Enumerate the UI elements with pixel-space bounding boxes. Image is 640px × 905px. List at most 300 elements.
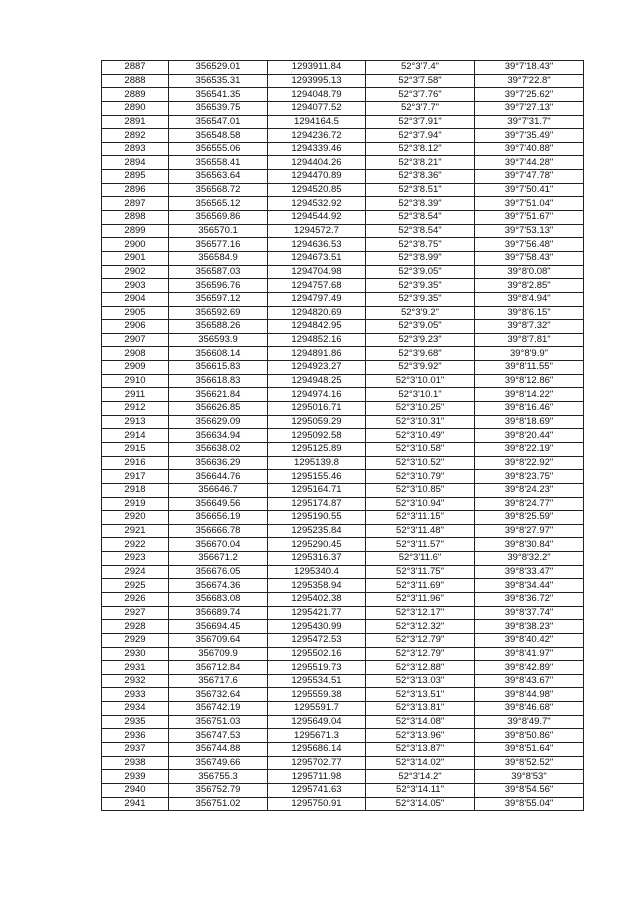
latitude-cell: 52°3'8.36" — [366, 170, 475, 184]
y-coordinate-cell: 1295534.51 — [268, 674, 366, 688]
point-number-cell: 2937 — [102, 743, 169, 757]
point-number-cell: 2889 — [102, 88, 169, 102]
point-number-cell: 2899 — [102, 224, 169, 238]
table-row — [102, 729, 584, 743]
latitude-cell: 52°3'11.96" — [366, 592, 475, 606]
longitude-cell: 39°8'2.85" — [475, 279, 584, 293]
y-coordinate-cell: 1294520.85 — [268, 183, 366, 197]
latitude-cell: 52°3'13.51" — [366, 688, 475, 702]
point-number-cell: 2890 — [102, 101, 169, 115]
y-coordinate-cell: 1295059.29 — [268, 415, 366, 429]
x-coordinate-cell: 356626.85 — [169, 402, 268, 416]
point-number-cell: 2913 — [102, 415, 169, 429]
point-number-cell: 2897 — [102, 197, 169, 211]
table-row — [102, 183, 584, 197]
y-coordinate-cell: 1294797.49 — [268, 292, 366, 306]
latitude-cell: 52°3'14.08" — [366, 715, 475, 729]
x-coordinate-cell: 356634.94 — [169, 429, 268, 443]
table-row — [102, 101, 584, 115]
table-row — [102, 579, 584, 593]
y-coordinate-cell: 1295519.73 — [268, 661, 366, 675]
point-number-cell: 2931 — [102, 661, 169, 675]
latitude-cell: 52°3'12.79" — [366, 633, 475, 647]
table-row — [102, 470, 584, 484]
longitude-cell: 39°8'55.04" — [475, 797, 584, 811]
latitude-cell: 52°3'12.17" — [366, 606, 475, 620]
point-number-cell: 2934 — [102, 702, 169, 716]
latitude-cell: 52°3'8.21" — [366, 156, 475, 170]
longitude-cell: 39°8'30.84" — [475, 538, 584, 552]
y-coordinate-cell: 1295155.46 — [268, 470, 366, 484]
y-coordinate-cell: 1295164.71 — [268, 483, 366, 497]
latitude-cell: 52°3'8.75" — [366, 238, 475, 252]
y-coordinate-cell: 1295174.87 — [268, 497, 366, 511]
table-row — [102, 606, 584, 620]
longitude-cell: 39°8'49.7" — [475, 715, 584, 729]
longitude-cell: 39°8'18.69" — [475, 415, 584, 429]
table-row — [102, 743, 584, 757]
longitude-cell: 39°8'27.97" — [475, 524, 584, 538]
longitude-cell: 39°8'24.23" — [475, 483, 584, 497]
y-coordinate-cell: 1294842.95 — [268, 320, 366, 334]
y-coordinate-cell: 1293995.13 — [268, 74, 366, 88]
table-row — [102, 388, 584, 402]
point-number-cell: 2933 — [102, 688, 169, 702]
y-coordinate-cell: 1295092.58 — [268, 429, 366, 443]
x-coordinate-cell: 356615.83 — [169, 361, 268, 375]
table-row — [102, 483, 584, 497]
x-coordinate-cell: 356638.02 — [169, 442, 268, 456]
x-coordinate-cell: 356683.08 — [169, 592, 268, 606]
y-coordinate-cell: 1295741.63 — [268, 783, 366, 797]
y-coordinate-cell: 1295016.71 — [268, 402, 366, 416]
latitude-cell: 52°3'10.52" — [366, 456, 475, 470]
table-row — [102, 347, 584, 361]
table-row — [102, 374, 584, 388]
x-coordinate-cell: 356636.29 — [169, 456, 268, 470]
x-coordinate-cell: 356694.45 — [169, 620, 268, 634]
x-coordinate-cell: 356569.86 — [169, 211, 268, 225]
x-coordinate-cell: 356646.7 — [169, 483, 268, 497]
y-coordinate-cell: 1294820.69 — [268, 306, 366, 320]
table-row — [102, 538, 584, 552]
x-coordinate-cell: 356674.36 — [169, 579, 268, 593]
x-coordinate-cell: 356666.78 — [169, 524, 268, 538]
latitude-cell: 52°3'7.94" — [366, 129, 475, 143]
y-coordinate-cell: 1294673.51 — [268, 251, 366, 265]
longitude-cell: 39°8'32.2" — [475, 552, 584, 566]
longitude-cell: 39°7'44.28" — [475, 156, 584, 170]
point-number-cell: 2898 — [102, 211, 169, 225]
longitude-cell: 39°7'40.88" — [475, 142, 584, 156]
point-number-cell: 2909 — [102, 361, 169, 375]
x-coordinate-cell: 356670.04 — [169, 538, 268, 552]
longitude-cell: 39°8'41.97" — [475, 647, 584, 661]
x-coordinate-cell: 356709.9 — [169, 647, 268, 661]
point-number-cell: 2939 — [102, 770, 169, 784]
y-coordinate-cell: 1294923.27 — [268, 361, 366, 375]
longitude-cell: 39°8'0.08" — [475, 265, 584, 279]
latitude-cell: 52°3'7.4" — [366, 61, 475, 75]
y-coordinate-cell: 1294891.86 — [268, 347, 366, 361]
x-coordinate-cell: 356629.09 — [169, 415, 268, 429]
point-number-cell: 2938 — [102, 756, 169, 770]
latitude-cell: 52°3'14.2" — [366, 770, 475, 784]
point-number-cell: 2893 — [102, 142, 169, 156]
longitude-cell: 39°8'22.19" — [475, 442, 584, 456]
y-coordinate-cell: 1294404.26 — [268, 156, 366, 170]
point-number-cell: 2906 — [102, 320, 169, 334]
x-coordinate-cell: 356587.03 — [169, 265, 268, 279]
table-row — [102, 402, 584, 416]
y-coordinate-cell: 1294852.16 — [268, 333, 366, 347]
x-coordinate-cell: 356568.72 — [169, 183, 268, 197]
point-number-cell: 2894 — [102, 156, 169, 170]
table-row — [102, 415, 584, 429]
table-row — [102, 361, 584, 375]
longitude-cell: 39°7'25.62" — [475, 88, 584, 102]
latitude-cell: 52°3'8.12" — [366, 142, 475, 156]
x-coordinate-cell: 356751.03 — [169, 715, 268, 729]
point-number-cell: 2925 — [102, 579, 169, 593]
longitude-cell: 39°8'22.92" — [475, 456, 584, 470]
point-number-cell: 2923 — [102, 552, 169, 566]
x-coordinate-cell: 356563.64 — [169, 170, 268, 184]
latitude-cell: 52°3'10.1" — [366, 388, 475, 402]
longitude-cell: 39°8'46.68" — [475, 702, 584, 716]
longitude-cell: 39°8'11.55" — [475, 361, 584, 375]
point-number-cell: 2917 — [102, 470, 169, 484]
longitude-cell: 39°8'20.44" — [475, 429, 584, 443]
table-row — [102, 306, 584, 320]
y-coordinate-cell: 1294236.72 — [268, 129, 366, 143]
point-number-cell: 2903 — [102, 279, 169, 293]
longitude-cell: 39°8'25.59" — [475, 511, 584, 525]
x-coordinate-cell: 356621.84 — [169, 388, 268, 402]
point-number-cell: 2900 — [102, 238, 169, 252]
coordinates-table-body — [102, 61, 584, 811]
point-number-cell: 2920 — [102, 511, 169, 525]
point-number-cell: 2941 — [102, 797, 169, 811]
table-row — [102, 156, 584, 170]
x-coordinate-cell: 356535.31 — [169, 74, 268, 88]
y-coordinate-cell: 1295190.55 — [268, 511, 366, 525]
longitude-cell: 39°7'31.7" — [475, 115, 584, 129]
latitude-cell: 52°3'10.94" — [366, 497, 475, 511]
longitude-cell: 39°8'4.94" — [475, 292, 584, 306]
point-number-cell: 2891 — [102, 115, 169, 129]
point-number-cell: 2922 — [102, 538, 169, 552]
x-coordinate-cell: 356608.14 — [169, 347, 268, 361]
longitude-cell: 39°8'7.32" — [475, 320, 584, 334]
y-coordinate-cell: 1295316.37 — [268, 552, 366, 566]
longitude-cell: 39°8'52.52" — [475, 756, 584, 770]
point-number-cell: 2932 — [102, 674, 169, 688]
point-number-cell: 2936 — [102, 729, 169, 743]
point-number-cell: 2924 — [102, 565, 169, 579]
y-coordinate-cell: 1295711.98 — [268, 770, 366, 784]
point-number-cell: 2892 — [102, 129, 169, 143]
point-number-cell: 2912 — [102, 402, 169, 416]
y-coordinate-cell: 1295671.3 — [268, 729, 366, 743]
latitude-cell: 52°3'12.88" — [366, 661, 475, 675]
latitude-cell: 52°3'9.23" — [366, 333, 475, 347]
y-coordinate-cell: 1294757.68 — [268, 279, 366, 293]
x-coordinate-cell: 356577.16 — [169, 238, 268, 252]
x-coordinate-cell: 356717.6 — [169, 674, 268, 688]
table-row — [102, 115, 584, 129]
x-coordinate-cell: 356751.02 — [169, 797, 268, 811]
x-coordinate-cell: 356541.35 — [169, 88, 268, 102]
point-number-cell: 2901 — [102, 251, 169, 265]
longitude-cell: 39°8'51.64" — [475, 743, 584, 757]
latitude-cell: 52°3'10.01" — [366, 374, 475, 388]
longitude-cell: 39°8'44.98" — [475, 688, 584, 702]
y-coordinate-cell: 1294048.79 — [268, 88, 366, 102]
x-coordinate-cell: 356732.64 — [169, 688, 268, 702]
latitude-cell: 52°3'9.35" — [366, 292, 475, 306]
x-coordinate-cell: 356584.9 — [169, 251, 268, 265]
y-coordinate-cell: 1294948.25 — [268, 374, 366, 388]
table-row — [102, 197, 584, 211]
longitude-cell: 39°7'18.43" — [475, 61, 584, 75]
x-coordinate-cell: 356558.41 — [169, 156, 268, 170]
y-coordinate-cell: 1295125.89 — [268, 442, 366, 456]
longitude-cell: 39°8'23.75" — [475, 470, 584, 484]
x-coordinate-cell: 356649.56 — [169, 497, 268, 511]
latitude-cell: 52°3'10.49" — [366, 429, 475, 443]
longitude-cell: 39°8'34.44" — [475, 579, 584, 593]
point-number-cell: 2918 — [102, 483, 169, 497]
latitude-cell: 52°3'9.92" — [366, 361, 475, 375]
y-coordinate-cell: 1295502.16 — [268, 647, 366, 661]
table-row — [102, 170, 584, 184]
point-number-cell: 2888 — [102, 74, 169, 88]
point-number-cell: 2914 — [102, 429, 169, 443]
longitude-cell: 39°8'33.47" — [475, 565, 584, 579]
latitude-cell: 52°3'9.05" — [366, 320, 475, 334]
latitude-cell: 52°3'10.25" — [366, 402, 475, 416]
latitude-cell: 52°3'14.05" — [366, 797, 475, 811]
table-row — [102, 633, 584, 647]
latitude-cell: 52°3'8.54" — [366, 211, 475, 225]
latitude-cell: 52°3'12.79" — [366, 647, 475, 661]
point-number-cell: 2926 — [102, 592, 169, 606]
y-coordinate-cell: 1295686.14 — [268, 743, 366, 757]
point-number-cell: 2915 — [102, 442, 169, 456]
longitude-cell: 39°7'53.13" — [475, 224, 584, 238]
latitude-cell: 52°3'9.05" — [366, 265, 475, 279]
y-coordinate-cell: 1295340.4 — [268, 565, 366, 579]
latitude-cell: 52°3'11.6" — [366, 552, 475, 566]
y-coordinate-cell: 1295235.84 — [268, 524, 366, 538]
table-row — [102, 552, 584, 566]
latitude-cell: 52°3'13.03" — [366, 674, 475, 688]
point-number-cell: 2902 — [102, 265, 169, 279]
x-coordinate-cell: 356555.06 — [169, 142, 268, 156]
x-coordinate-cell: 356689.74 — [169, 606, 268, 620]
longitude-cell: 39°8'6.15" — [475, 306, 584, 320]
x-coordinate-cell: 356656.19 — [169, 511, 268, 525]
point-number-cell: 2921 — [102, 524, 169, 538]
y-coordinate-cell: 1294572.7 — [268, 224, 366, 238]
point-number-cell: 2919 — [102, 497, 169, 511]
table-row — [102, 292, 584, 306]
table-row — [102, 88, 584, 102]
longitude-cell: 39°8'14.22" — [475, 388, 584, 402]
latitude-cell: 52°3'12.32" — [366, 620, 475, 634]
longitude-cell: 39°7'51.04" — [475, 197, 584, 211]
latitude-cell: 52°3'9.35" — [366, 279, 475, 293]
table-row — [102, 524, 584, 538]
latitude-cell: 52°3'7.76" — [366, 88, 475, 102]
latitude-cell: 52°3'7.7" — [366, 101, 475, 115]
table-row — [102, 756, 584, 770]
latitude-cell: 52°3'11.57" — [366, 538, 475, 552]
table-row — [102, 620, 584, 634]
latitude-cell: 52°3'10.58" — [366, 442, 475, 456]
point-number-cell: 2929 — [102, 633, 169, 647]
table-row — [102, 61, 584, 75]
latitude-cell: 52°3'14.11" — [366, 783, 475, 797]
x-coordinate-cell: 356742.19 — [169, 702, 268, 716]
point-number-cell: 2927 — [102, 606, 169, 620]
latitude-cell: 52°3'8.54" — [366, 224, 475, 238]
coordinates-table — [101, 60, 584, 811]
table-row — [102, 456, 584, 470]
y-coordinate-cell: 1295290.45 — [268, 538, 366, 552]
latitude-cell: 52°3'9.68" — [366, 347, 475, 361]
y-coordinate-cell: 1295472.53 — [268, 633, 366, 647]
table-row — [102, 279, 584, 293]
y-coordinate-cell: 1295702.77 — [268, 756, 366, 770]
y-coordinate-cell: 1295649.04 — [268, 715, 366, 729]
y-coordinate-cell: 1294974.16 — [268, 388, 366, 402]
x-coordinate-cell: 356548.58 — [169, 129, 268, 143]
longitude-cell: 39°7'50.41" — [475, 183, 584, 197]
point-number-cell: 2904 — [102, 292, 169, 306]
latitude-cell: 52°3'7.58" — [366, 74, 475, 88]
y-coordinate-cell: 1295750.91 — [268, 797, 366, 811]
table-row — [102, 511, 584, 525]
x-coordinate-cell: 356593.9 — [169, 333, 268, 347]
longitude-cell: 39°7'51.67" — [475, 211, 584, 225]
table-row — [102, 783, 584, 797]
table-row — [102, 592, 584, 606]
longitude-cell: 39°7'22.8" — [475, 74, 584, 88]
latitude-cell: 52°3'11.48" — [366, 524, 475, 538]
x-coordinate-cell: 356539.75 — [169, 101, 268, 115]
point-number-cell: 2908 — [102, 347, 169, 361]
longitude-cell: 39°8'40.42" — [475, 633, 584, 647]
x-coordinate-cell: 356565.12 — [169, 197, 268, 211]
latitude-cell: 52°3'10.79" — [366, 470, 475, 484]
table-row — [102, 429, 584, 443]
longitude-cell: 39°8'54.56" — [475, 783, 584, 797]
table-row — [102, 265, 584, 279]
point-number-cell: 2887 — [102, 61, 169, 75]
y-coordinate-cell: 1295559.38 — [268, 688, 366, 702]
latitude-cell: 52°3'10.85" — [366, 483, 475, 497]
point-number-cell: 2916 — [102, 456, 169, 470]
point-number-cell: 2940 — [102, 783, 169, 797]
latitude-cell: 52°3'8.99" — [366, 251, 475, 265]
y-coordinate-cell: 1294532.92 — [268, 197, 366, 211]
longitude-cell: 39°8'43.67" — [475, 674, 584, 688]
latitude-cell: 52°3'10.31" — [366, 415, 475, 429]
table-row — [102, 442, 584, 456]
table-row — [102, 333, 584, 347]
longitude-cell: 39°8'42.89" — [475, 661, 584, 675]
y-coordinate-cell: 1295139.8 — [268, 456, 366, 470]
longitude-cell: 39°8'9.9" — [475, 347, 584, 361]
latitude-cell: 52°3'13.87" — [366, 743, 475, 757]
latitude-cell: 52°3'11.69" — [366, 579, 475, 593]
latitude-cell: 52°3'14.02" — [366, 756, 475, 770]
table-row — [102, 224, 584, 238]
point-number-cell: 2896 — [102, 183, 169, 197]
x-coordinate-cell: 356676.05 — [169, 565, 268, 579]
latitude-cell: 52°3'7.91" — [366, 115, 475, 129]
longitude-cell: 39°8'37.74" — [475, 606, 584, 620]
table-row — [102, 715, 584, 729]
x-coordinate-cell: 356747.53 — [169, 729, 268, 743]
table-row — [102, 320, 584, 334]
point-number-cell: 2910 — [102, 374, 169, 388]
x-coordinate-cell: 356752.79 — [169, 783, 268, 797]
y-coordinate-cell: 1295591.7 — [268, 702, 366, 716]
table-row — [102, 74, 584, 88]
y-coordinate-cell: 1294164.5 — [268, 115, 366, 129]
y-coordinate-cell: 1295421.77 — [268, 606, 366, 620]
y-coordinate-cell: 1293911.84 — [268, 61, 366, 75]
longitude-cell: 39°8'24.77" — [475, 497, 584, 511]
table-row — [102, 129, 584, 143]
x-coordinate-cell: 356755.3 — [169, 770, 268, 784]
latitude-cell: 52°3'8.39" — [366, 197, 475, 211]
x-coordinate-cell: 356744.88 — [169, 743, 268, 757]
point-number-cell: 2907 — [102, 333, 169, 347]
table-row — [102, 647, 584, 661]
y-coordinate-cell: 1294339.46 — [268, 142, 366, 156]
x-coordinate-cell: 356547.01 — [169, 115, 268, 129]
latitude-cell: 52°3'11.15" — [366, 511, 475, 525]
x-coordinate-cell: 356570.1 — [169, 224, 268, 238]
x-coordinate-cell: 356709.64 — [169, 633, 268, 647]
longitude-cell: 39°8'7.81" — [475, 333, 584, 347]
point-number-cell: 2928 — [102, 620, 169, 634]
table-row — [102, 797, 584, 811]
x-coordinate-cell: 356618.83 — [169, 374, 268, 388]
table-row — [102, 770, 584, 784]
longitude-cell: 39°8'38.23" — [475, 620, 584, 634]
table-row — [102, 674, 584, 688]
point-number-cell: 2930 — [102, 647, 169, 661]
longitude-cell: 39°7'56.48" — [475, 238, 584, 252]
x-coordinate-cell: 356597.12 — [169, 292, 268, 306]
table-row — [102, 661, 584, 675]
longitude-cell: 39°7'47.78" — [475, 170, 584, 184]
y-coordinate-cell: 1294077.52 — [268, 101, 366, 115]
y-coordinate-cell: 1295358.94 — [268, 579, 366, 593]
table-row — [102, 688, 584, 702]
table-row — [102, 238, 584, 252]
table-row — [102, 565, 584, 579]
point-number-cell: 2895 — [102, 170, 169, 184]
longitude-cell: 39°8'36.72" — [475, 592, 584, 606]
point-number-cell: 2911 — [102, 388, 169, 402]
longitude-cell: 39°8'16.46" — [475, 402, 584, 416]
